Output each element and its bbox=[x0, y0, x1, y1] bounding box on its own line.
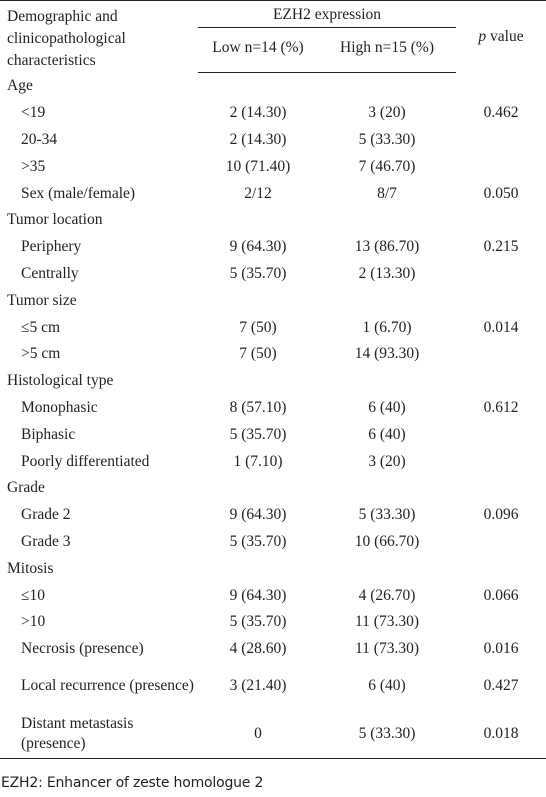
low-expression-cell: 7 (50) bbox=[239, 345, 277, 363]
row-label: >35 bbox=[21, 157, 46, 175]
high-expression-cell: 13 (86.70) bbox=[354, 238, 420, 256]
table-row bbox=[0, 501, 546, 528]
low-expression-cell: 3 (21.40) bbox=[229, 677, 287, 695]
low-expression-cell: 5 (35.70) bbox=[229, 613, 287, 631]
high-expression-cell: 8/7 bbox=[377, 184, 397, 202]
table-section-row bbox=[0, 72, 546, 99]
low-expression-cell: 7 (50) bbox=[239, 318, 277, 336]
table-row bbox=[0, 180, 546, 207]
high-expression-cell bbox=[318, 555, 456, 582]
p-value-cell: 0.462 bbox=[483, 104, 519, 122]
ezh2-expression-label: EZH2 expression bbox=[198, 2, 456, 28]
table-section-row bbox=[0, 555, 546, 582]
p-value-cell bbox=[456, 206, 546, 233]
row-label: >10 bbox=[21, 613, 46, 631]
p-value-cell: 0.014 bbox=[483, 318, 519, 336]
high-expression-cell: 7 (46.70) bbox=[358, 157, 416, 175]
high-expression-cell: 11 (73.30) bbox=[355, 640, 419, 658]
ezh2-expression-group-header bbox=[198, 1, 456, 30]
table-row bbox=[0, 635, 546, 662]
low-expression-cell bbox=[198, 206, 318, 233]
high-expression-cell bbox=[318, 287, 456, 314]
table-row bbox=[0, 448, 546, 475]
table-section-row bbox=[0, 474, 546, 501]
p-value-cell: 0.018 bbox=[456, 710, 546, 759]
p-value-cell bbox=[456, 367, 546, 394]
row-label: Necrosis (presence) bbox=[21, 640, 144, 658]
low-expression-cell: 2 (14.30) bbox=[229, 104, 287, 122]
low-expression-cell bbox=[198, 474, 318, 501]
p-value-cell: 0.066 bbox=[483, 586, 519, 604]
p-value-cell: 0.016 bbox=[483, 640, 519, 658]
high-expression-cell: 6 (40) bbox=[368, 398, 406, 416]
high-expression-cell: 6 (40) bbox=[368, 677, 406, 695]
high-expression-cell: 11 (73.30) bbox=[355, 613, 419, 631]
high-expression-cell bbox=[318, 474, 456, 501]
high-expression-cell: 14 (93.30) bbox=[354, 345, 420, 363]
high-expression-cell bbox=[318, 367, 456, 394]
row-label: Poorly differentiated bbox=[21, 452, 150, 470]
low-expression-cell: 8 (57.10) bbox=[229, 398, 287, 416]
p-value-italic: p bbox=[478, 28, 487, 45]
table-header bbox=[0, 1, 546, 73]
row-label: ≤5 cm bbox=[21, 318, 61, 336]
row-label: Periphery bbox=[21, 238, 82, 256]
low-expression-cell: 9 (64.30) bbox=[229, 586, 287, 604]
table-row bbox=[0, 662, 546, 710]
p-value-cell: 0.050 bbox=[483, 184, 519, 202]
row-label: Monophasic bbox=[21, 398, 98, 416]
p-value-cell bbox=[456, 608, 546, 635]
p-value-rest: value bbox=[486, 28, 524, 45]
low-expression-cell: 5 (35.70) bbox=[229, 264, 287, 282]
low-expression-cell: 2/12 bbox=[244, 184, 272, 202]
p-value-cell bbox=[456, 448, 546, 475]
low-expression-cell bbox=[198, 367, 318, 394]
low-expression-cell: 9 (64.30) bbox=[229, 506, 287, 524]
p-value-cell bbox=[456, 287, 546, 314]
section-label: Mitosis bbox=[7, 559, 54, 577]
table-row bbox=[0, 421, 546, 448]
table-section-row bbox=[0, 367, 546, 394]
table-row bbox=[0, 582, 546, 609]
p-value-header bbox=[456, 1, 546, 73]
p-value-cell: 0.096 bbox=[483, 506, 519, 524]
table-row bbox=[0, 314, 546, 341]
high-expression-cell: 3 (20) bbox=[368, 104, 406, 122]
low-expression-cell bbox=[198, 555, 318, 582]
p-value-cell: 0.215 bbox=[483, 238, 519, 256]
low-expression-cell: 5 (35.70) bbox=[229, 425, 287, 443]
p-value-cell: 0.427 bbox=[483, 677, 519, 695]
low-expression-cell: 9 (64.30) bbox=[229, 238, 287, 256]
p-value-cell bbox=[456, 72, 546, 99]
low-expression-cell: 4 (28.60) bbox=[229, 640, 287, 658]
section-label: Histological type bbox=[7, 372, 114, 390]
p-value-cell bbox=[456, 126, 546, 153]
section-label: Grade bbox=[7, 479, 45, 497]
row-label: ≤10 bbox=[21, 586, 46, 604]
row-label: Local recurrence (presence) bbox=[21, 677, 194, 695]
row-label: Grade 2 bbox=[21, 506, 71, 524]
table-row bbox=[0, 153, 546, 180]
p-value-cell bbox=[456, 260, 546, 287]
characteristics-header: Demographic and clinicopathological characteristics bbox=[0, 1, 198, 73]
p-value-cell bbox=[456, 153, 546, 180]
section-label: Tumor size bbox=[7, 291, 77, 309]
high-expression-cell: 5 (33.30) bbox=[358, 506, 416, 524]
p-value-cell bbox=[456, 340, 546, 367]
high-expression-cell: 3 (20) bbox=[368, 452, 406, 470]
table-row bbox=[0, 126, 546, 153]
low-expression-header: Low n=14 (%) bbox=[198, 29, 318, 72]
table-body bbox=[0, 72, 546, 759]
low-expression-cell: 10 (71.40) bbox=[225, 157, 291, 175]
table-row bbox=[0, 233, 546, 260]
table-section-row bbox=[0, 287, 546, 314]
p-value-cell bbox=[456, 555, 546, 582]
low-expression-cell: 2 (14.30) bbox=[229, 130, 287, 148]
high-expression-cell: 5 (33.30) bbox=[358, 130, 416, 148]
table-row bbox=[0, 710, 546, 759]
low-expression-cell bbox=[198, 72, 318, 99]
high-expression-cell: 4 (26.70) bbox=[358, 586, 416, 604]
row-label: Grade 3 bbox=[21, 532, 71, 550]
row-label: >5 cm bbox=[21, 345, 61, 363]
p-value-cell bbox=[456, 421, 546, 448]
p-value-cell bbox=[456, 528, 546, 555]
high-expression-cell: 10 (66.70) bbox=[354, 532, 420, 550]
section-label: Tumor location bbox=[7, 211, 103, 229]
section-label: Age bbox=[7, 77, 33, 95]
table-row bbox=[0, 340, 546, 367]
low-expression-cell: 0 bbox=[198, 710, 318, 759]
high-expression-cell: 2 (13.30) bbox=[358, 264, 416, 282]
table-row bbox=[0, 528, 546, 555]
row-label: Distant metastasis (presence) bbox=[0, 710, 198, 759]
high-expression-cell bbox=[318, 206, 456, 233]
high-expression-cell: 6 (40) bbox=[368, 425, 406, 443]
table-section-row bbox=[0, 206, 546, 233]
row-label: 20-34 bbox=[21, 130, 58, 148]
row-label: <19 bbox=[21, 104, 46, 122]
row-label: Sex (male/female) bbox=[21, 184, 136, 202]
row-label: Biphasic bbox=[21, 425, 76, 443]
table-row bbox=[0, 99, 546, 126]
table-row bbox=[0, 394, 546, 421]
high-expression-cell bbox=[318, 72, 456, 99]
low-expression-cell: 5 (35.70) bbox=[229, 532, 287, 550]
low-expression-cell bbox=[198, 287, 318, 314]
row-label: Centrally bbox=[21, 264, 79, 282]
table-row bbox=[0, 608, 546, 635]
high-expression-header: High n=15 (%) bbox=[318, 29, 456, 72]
table-row bbox=[0, 260, 546, 287]
p-value-cell bbox=[456, 474, 546, 501]
low-expression-cell: 1 (7.10) bbox=[233, 452, 283, 470]
high-expression-cell: 1 (6.70) bbox=[362, 318, 412, 336]
high-expression-cell: 5 (33.30) bbox=[318, 710, 456, 759]
p-value-cell: 0.612 bbox=[483, 398, 519, 416]
table-footnote: EZH2: Enhancer of zeste homologue 2 bbox=[1, 775, 264, 791]
